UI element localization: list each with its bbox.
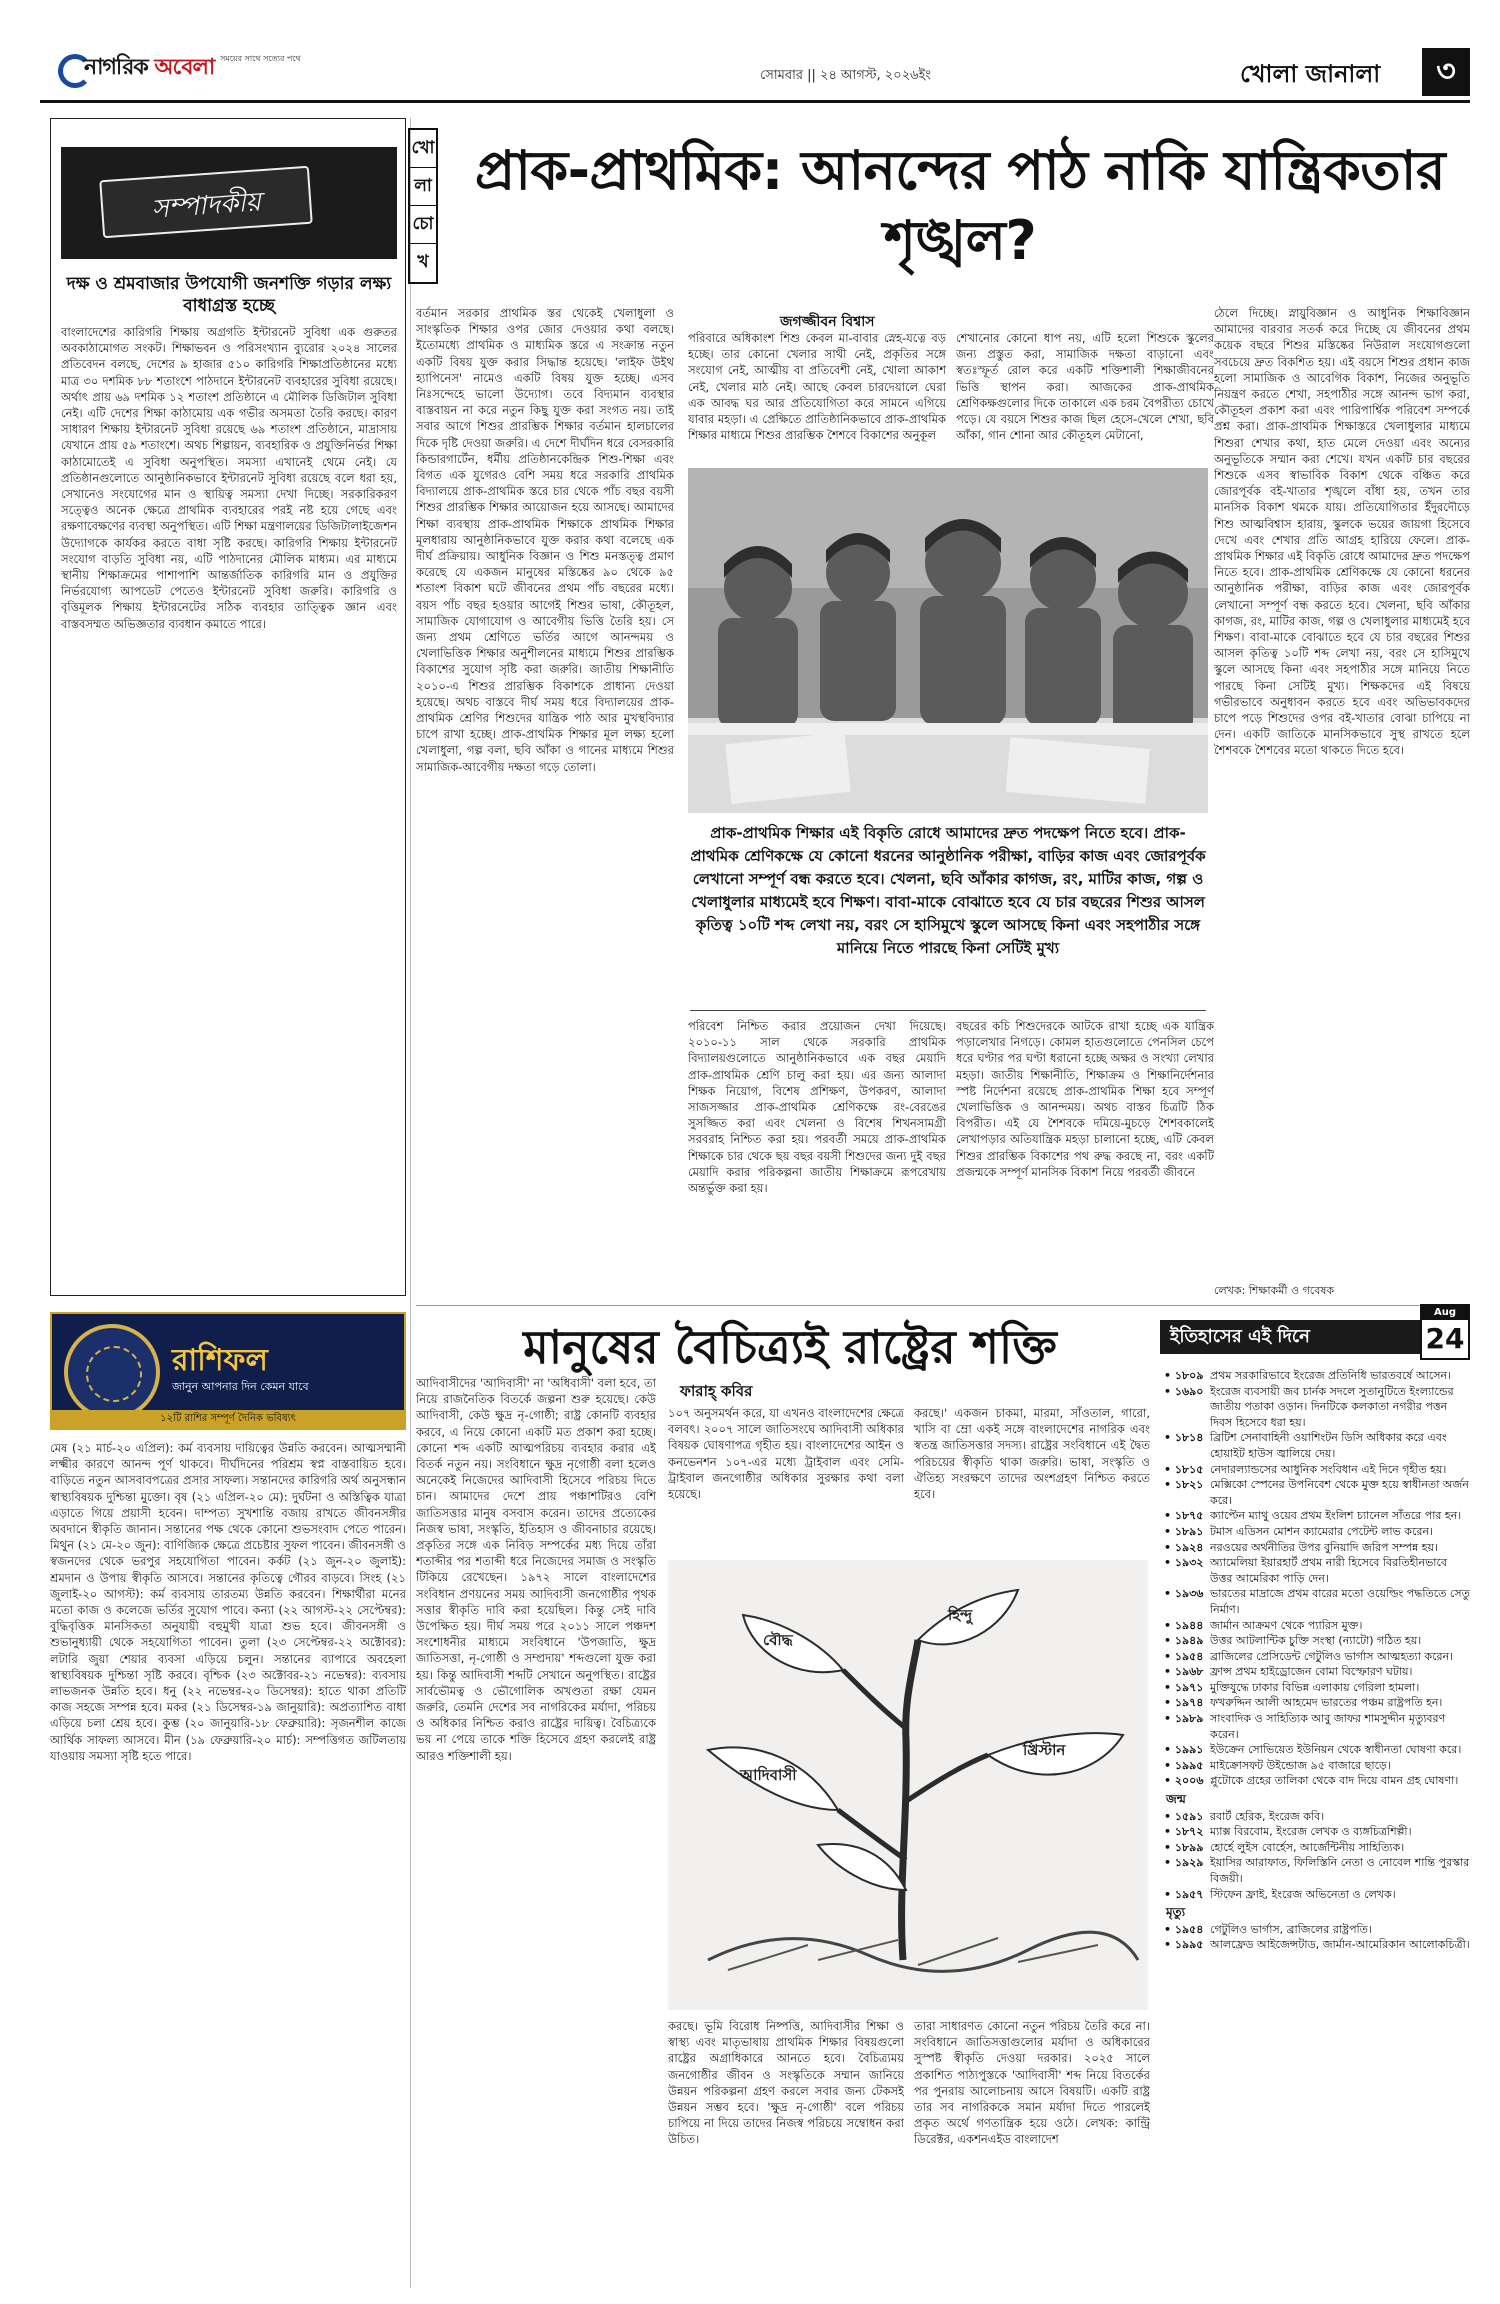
history-item	[1162, 1742, 1470, 1758]
history-item	[1162, 1384, 1470, 1431]
history-item	[1162, 1824, 1470, 1840]
history-item	[1162, 1680, 1470, 1696]
vertical-label-char: লা	[410, 168, 436, 206]
history-item	[1162, 1840, 1470, 1856]
history-text: মেক্সিকো স্পেনের উপনিবেশ থেকে মুক্ত হয়ে স্বাধীনতা অর্জন করে।	[1210, 1478, 1469, 1507]
second-column-1: আদিবাসীদের 'আদিবাসী' না 'অধিবাসী' বলা হবে, তা নিয়ে রাজনৈতিক বিতর্কে জল্পনা শুরু হয়েছে। কেউ আদিবাসী, কেউ ক্ষুদ্র নৃ-গোষ্ঠী; রাষ্ট্র কোনটি ব্যবহার করবে, এ নিয়ে কোনো একটি মত প্রকাশ করা হচ্ছে। কোনো শব্দ একটি আত্মপরিচয় ব্যবহার করার এই বিতর্ক নতুন নয়। সংবিধানে ক্ষুদ্র নৃগোষ্ঠী বলা হলেও অনেকেই নিজেদের আদিবাসী হিসেবে পরিচয় দিতে চান। আমাদের দেশে প্রায় পঞ্চাশটিরও বেশি জাতিসত্তার মানুষ বসবাস করেন। তাদের প্রত্যেকের নিজস্ব ভাষা, সংস্কৃতি, ইতিহাস ও জীবনাচার রয়েছে। প্রকৃতির সঙ্গে এক নিবিড় সম্পর্কের মধ্য দিয়ে তাঁরা শতাব্দীর পর শতাব্দী ধরে নিজেদের সমাজ ও সংস্কৃতি টিকিয়ে রেখেছেন। ১৯৭২ সালে বাংলাদেশের সংবিধান প্রণয়নের সময় আদিবাসী জনগোষ্ঠীর পৃথক সত্তার স্বীকৃতি দাবি করা হয়েছিল। কিন্তু সেই দাবি উপেক্ষিত হয়। দীর্ঘ সময় পরে ২০১১ সালে পঞ্চদশ সংশোধনীর মাধ্যমে সংবিধানে 'উপজাতি, ক্ষুদ্র জাতিসত্তা, নৃ-গোষ্ঠী ও সম্প্রদায়' শব্দগুলো যুক্ত করা হয়। কিন্তু আদিবাসী শব্দটি সেখানে অনুপস্থিত। রাষ্ট্রের সার্বভৌমত্ব ও ভৌগোলিক অখণ্ডতা রক্ষা যেমন জরুরি, তেমনি দেশের সব নাগরিকের মর্যাদা, পরিচয় ও অধিকার নিশ্চিত করাও রাষ্ট্রের দায়িত্ব। বৈচিত্র্যকে ভয় না পেয়ে তাকে শক্তি হিসেবে গ্রহণ করলেই রাষ্ট্র আরও শক্তিশালী হয়।	[416, 1376, 656, 1763]
history-text: রবার্ট হেরিক, ইংরেজ কবি।	[1210, 1809, 1325, 1823]
history-text: ক্যাপ্টেন ম্যাথু ওয়েব প্রথম ইংলিশ চ্যানেল সাঁতরে পার হন।	[1210, 1509, 1462, 1523]
history-item	[1162, 1508, 1470, 1524]
history-text: মুক্তিযুদ্ধে ঢাকার বিভিন্ন এলাকায় গেরিলা হামলা।	[1210, 1680, 1420, 1694]
classroom-photo-illustration	[688, 468, 1208, 813]
vertical-label-char: খ	[417, 252, 429, 272]
leaf-label: আদিবাসী	[740, 1766, 797, 1784]
page-number: ৩	[1422, 48, 1470, 96]
second-headline: মানুষের বৈচিত্র্যই রাষ্ট্রের শক্তি	[523, 1320, 1057, 1374]
history-item	[1162, 1618, 1470, 1634]
horoscope-subtitle: জানুন আপনার দিন কেমন যাবে	[172, 1380, 309, 1393]
history-item	[1162, 1649, 1470, 1665]
history-text: প্লুটোকে গ্রহের তালিকা থেকে বাদ দিয়ে বামন গ্রহ ঘোষণা।	[1210, 1774, 1459, 1788]
history-text: প্রথম সরকারিভাবে ইংরেজ প্রতিনিধি ভারতবর্ষে আসেন।	[1210, 1369, 1451, 1382]
history-year: • ১৯৩২	[1164, 1555, 1210, 1586]
history-text: মাইক্রোসফট উইন্ডোজ ৯৫ বাজারে ছাড়ে।	[1210, 1758, 1391, 1772]
history-list	[1162, 1368, 1470, 2288]
newspaper-logo	[58, 48, 218, 96]
pull-quote: প্রাক-প্রাথমিক শিক্ষার এই বিকৃতি রোধে আমাদের দ্রুত পদক্ষেপ নিতে হবে। প্রাক-প্রাথমিক শ্রেণিকক্ষে যে কোনো ধরনের আনুষ্ঠানিক পরীক্ষা, বাড়ির কাজ এবং জোরপূর্বক লেখানো সম্পূর্ণ বন্ধ করতে হবে। খেলনা, ছবি আঁকার কাগজ, রং, মাটির কাজ, গল্প ও খেলাধুলার মাধ্যমেই হবে শিক্ষণ। বাবা-মাকে বোঝাতে হবে যে চার বছরের শিশুর আসল কৃতিত্ব ১০টি শব্দ লেখা নয়, বরং সে হাসিমুখে স্কুলে আসছে কিনা এবং সহপাঠীর সঙ্গে মানিয়ে নিতে পারছে কিনা সেটিই মুখ্য	[690, 824, 1206, 957]
history-item	[1162, 1937, 1470, 1953]
history-text: ব্রাজিলের প্রেসিডেন্ট গেটুলিও ভার্গাস আত্মহত্যা করেন।	[1210, 1649, 1454, 1663]
history-text: ইংরেজ ব্যবসায়ী জব চার্নক সদলে সুতানুটিতে ইংল্যান্ডের জাতীয় পতাকা ওড়ান। দিনটিকে কলকাতা নগরীর পত্তন দিবস হিসেবে ধরা হয়।	[1210, 1384, 1454, 1429]
history-year: • ১৯৪৯	[1164, 1633, 1210, 1649]
history-year: • ১৯৯১	[1164, 1742, 1210, 1758]
plant-illustration-drawing	[668, 1560, 1148, 2010]
main-byline: জগজ্জীবন বিশ্বাস	[780, 314, 875, 330]
masthead	[40, 48, 1470, 98]
second-column-2b: করছে। ভূমি বিরোধ নিষ্পত্তি, আদিবাসীর শিক্ষা ও স্বাস্থ্য এবং মাতৃভাষায় প্রাথমিক শিক্ষার বিষয়গুলো রাষ্ট্রের অগ্রাধিকারে আনতে হবে। বৈচিত্র্যময় জনগোষ্ঠীর জীবন ও সংস্কৃতিকে সম্মান জানিয়ে উন্নয়ন পরিকল্পনা গ্রহণ করলে সবার জন্য টেকসই উন্নয়ন সম্ভব হবে। 'ক্ষুদ্র নৃ-গোষ্ঠী' বলে পরিচয় চাপিয়ে না দিয়ে তাদের নিজস্ব পরিচয়ে সম্বোধন করা উচিত।	[668, 2019, 904, 2147]
history-text: ফখরুদ্দিন আলী আহমেদ ভারতের পঞ্চম রাষ্ট্রপতি হন।	[1210, 1696, 1443, 1710]
main-column-3: শেখানোর কোনো ধাপ নয়, এটি হলো শিশুকে স্কুলের জন্য প্রস্তুত করা, সামাজিক দক্ষতা বাড়ানো এবং স্বতঃস্ফূর্ত রোল করে একটি শক্তিশালী শিক্ষাজীবনের ভিত্তি স্থাপন করা। আজকের প্রাক-প্রাথমিক শ্রেণিকক্ষগুলোর দিকে তাকালে এক চরম বৈপরীত্য চোখে পড়ে। যে বয়সে শিশুর কাজ ছিল হেসে-খেলে শেখা, ছবি আঁকা, গান শোনা আর কৌতূহল মেটানো,	[956, 331, 1214, 443]
history-text: নরওয়ের অর্থনীতির উপর বুনিয়াদি জরিপ সম্পন্ন হয়।	[1210, 1540, 1438, 1554]
section-title: খোলা জানালা	[1240, 60, 1381, 88]
history-title: ইতিহাসের এই দিনে	[1160, 1320, 1470, 1354]
logo-part1: নাগরিক	[84, 55, 148, 80]
plant-illustration	[668, 1560, 1148, 2010]
history-item	[1162, 1887, 1470, 1903]
column-rule	[410, 118, 411, 2288]
history-text: স্টিফেন ফ্রাই, ইংরেজ অভিনেতা ও লেখক।	[1210, 1887, 1396, 1901]
history-text: জার্মান আক্রমণ থেকে প্যারিস মুক্ত।	[1210, 1618, 1363, 1632]
second-column-2: ১০৭ অনুসমর্থন করে, যা এখনও বাংলাদেশের ক্ষেত্রে বলবৎ। ২০০৭ সালে জাতিসংঘে আদিবাসী অধিকার বিষয়ক ঘোষণাপত্র গৃহীত হয়। বাংলাদেশের আইন ও কনভেনশন ১০৭-এর মধ্যে ট্রাইবাল এবং সেমি-ট্রাইবাল জনগোষ্ঠীর অধিকার সুরক্ষার কথা বলা হয়েছে।	[668, 1406, 904, 1502]
history-year: • ১৯৪৪	[1164, 1618, 1210, 1634]
history-year: • ১৮৭৫	[1164, 1508, 1210, 1524]
history-month: Aug	[1422, 1306, 1468, 1320]
history-text: উত্তর আটলান্টিক চুক্তি সংস্থা (ন্যাটো) গঠিত হয়।	[1210, 1634, 1422, 1648]
history-text: হোর্হে লুইস বোর্হেস, আর্জেন্টিনীয় সাহিত্যিক।	[1210, 1840, 1405, 1854]
horoscope-body: মেষ (২১ মার্চ-২০ এপ্রিল): কর্ম ব্যবসায় দায়িত্বের উন্নতি করবেন। আত্মসম্মানী লক্ষ্মীর কারণে আনন্দ পূর্ণ থাকবে। দীর্ঘদিনের পরিশ্রম স্বপ্ন বাস্তবায়িত হবে। বাড়িতে নতুন আসবাবপত্রের প্রসার সাফল্য। সন্তানদের কারিগরি অর্থ অনুসন্ধান স্বাস্থ্যবিষয়ক দুশ্চিন্তা মুক্তো। বৃষ (২১ এপ্রিল-২০ মে): দুর্ঘটনা ও অস্তিত্বিক যাত্রা এড়াতে গিয়ে প্রয়াসী হবেন। দাম্পত্য সুখশান্তি বজায় রাখতে জীবনসঙ্গীর অবদানে স্বীকৃতি জানান। সন্তানের পক্ষ থেকে কোনো শুভসংবাদ পেতে পারেন। মিথুন (২১ মে-২০ জুন): বাণিজ্যিক ক্ষেত্রে প্রচেষ্টার সুফল পাবেন। জীবনসঙ্গী ও স্বজনদের থেকে ভরপুর সহযোগিতা পাবেন। কর্কট (২১ জুন-২০ জুলাই): শ্রমদান ও উপায় স্বীকৃতি আসবে। সন্তানের কৃতিত্বে গৌরব বাড়বে। সিংহ (২১ জুলাই-২০ আগস্ট): কর্ম ব্যবসায় তারতম্য উন্নতি করবেন। শিক্ষার্থীরা মনের মতো কাজ ও কলেজে ভর্তির সুযোগ পাবে। কন্যা (২২ আগস্ট-২২ সেপ্টেম্বর): বুদ্ধিবৃত্তিক মানসিকতা অনুযায়ী বহুমুখী যাত্রা শুভ হবে। জীবনসঙ্গী ও শুভানুধ্যায়ী থেকে সহযোগিতা পাবেন। তুলা (২৩ সেপ্টেম্বর-২২ অক্টোবর): লটারি জুয়া শেয়ার ব্যবসা এড়িয়ে চলুন। সন্তানের ব্যাপারে অবহেলা স্বাস্থ্যবিষয়ক দুশ্চিন্তা সৃষ্টি করবে। বৃশ্চিক (২৩ অক্টোবর-২১ নভেম্বর): ব্যবসায় লাভজনক উন্নতি হবে। ধনু (২২ নভেম্বর-২০ ডিসেম্বর): হাতে থাকা প্রতিটি কাজ সহজে সম্পন্ন হবে। মকর (২১ ডিসেম্বর-১৯ জানুয়ারি): অপ্রত্যাশিত বাধা এড়িয়ে চলা শ্রেয় হবে। কুম্ভ (২০ জানুয়ারি-১৮ ফেব্রুয়ারি): সৃজনশীল কাজে আর্থিক সাফল্য আসবে। মীন (১৯ ফেব্রুয়ারি-২০ মার্চ): সম্পত্তিগত জটিলতায় যাওয়ায় সমস্যা সৃষ্টি হতে পারে।	[50, 1441, 406, 1763]
writer-note: লেখক: শিক্ষাকর্মী ও গবেষক	[1214, 1284, 1335, 1297]
history-year: • ১৯৮৯	[1164, 1711, 1210, 1742]
issue-date: সোমবার || ২৪ আগস্ট, ২০২৬ইং	[760, 68, 931, 83]
history-year: • ১৯৫৪	[1164, 1649, 1210, 1665]
main-headline: প্রাক-প্রাথমিক: আনন্দের পাঠ নাকি যান্ত্রিকতার শৃঙ্খল?	[474, 139, 1446, 272]
editorial-body: বাংলাদেশের কারিগরি শিক্ষায় অগ্রগতি ইন্টারনেট সুবিধা এক গুরুতর অবকাঠামোগত সংকট। শিক্ষাভবন ও পরিসংখ্যান ব্যুরোর ২০২৪ সালের প্রতিবেদন বলছে, দেশের ৯ হাজার ৫১০ কারিগরি শিক্ষাপ্রতিষ্ঠানের মধ্যে মাত্র ৩০ দশমিক ৮৮ শতাংশে পাঠদানে ইন্টারনেট ব্যবহারের সুবিধা রয়েছে। অর্থাৎ প্রায় ৬৯ দশমিক ১২ শতাংশ প্রতিষ্ঠানে এ মৌলিক ডিজিটাল সুবিধা নেই। এটি দেশের শিক্ষা কাঠামোয় এক গভীর অসমতা তৈরি করছে। কারণ সাধারণ শিক্ষায় ইন্টারনেট সুবিধা রয়েছে ৬৯ শতাংশ প্রতিষ্ঠানে, মাদ্রাসায় যেখানে প্রায় ৫৯ শতাংশে। অথচ শিল্পায়ন, ব্যবহারিক ও প্রযুক্তিনির্ভর শিক্ষা কাঠামোতেই এ সুবিধা অনুপস্থিত। সমস্যা এখানেই থেমে নেই। যে প্রতিষ্ঠানগুলোতে আনুষ্ঠানিকভাবে ইন্টারনেট সুবিধা রয়েছে বলে ধরা হয়, সেখানেও সংযোগের মান ও স্থায়িত্ব সমস্যা দেখা দিচ্ছে। সরকারিকরণ সত্ত্বেও অনেক ক্ষেত্রে প্রাথমিক ব্যবহারের পরই নষ্ট হয়ে গেছে এবং রক্ষণাবেক্ষণের ব্যবস্থা অনুপস্থিত। এটি শিক্ষা মন্ত্রণালয়ের ডিজিটালাইজেশন উদ্যোগকে কার্যকর করতে বাধা সৃষ্টি করছে। কারিগরি শিক্ষায় ইন্টারনেট সংযোগ বাড়তি সুবিধা নয়, এটি পাঠদানের মৌলিক মাধ্যম। এর মাধ্যমে স্থানীয় শিক্ষাক্রমের পাশাপাশি আন্তর্জাতিক কারিগরি মান ও প্রযুক্তির নির্ভরযোগ্য আপডেট পেতেও ইন্টারনেট সুবিধা জরুরি। কারিগরি ও বৃত্তিমূলক শিক্ষায় ইন্টারনেটের সঠিক ব্যবহার তাত্ত্বিক জ্ঞান এবং বাস্তবসম্মত অভিজ্ঞতার ব্যবধান কমাতে পারে।	[61, 325, 397, 631]
history-item	[1162, 1633, 1470, 1649]
history-item	[1162, 1711, 1470, 1742]
history-item	[1162, 1477, 1470, 1508]
history-year: • ১৮১৫	[1164, 1462, 1210, 1478]
vertical-label-char: চো	[410, 206, 436, 244]
second-byline: ফারাহ্ কবির	[680, 1382, 753, 1400]
history-year: • ১৯৭৪	[1164, 1695, 1210, 1711]
history-text: টমাস এডিসন মোশন ক্যামেরার পেটেন্ট লাভ করেন।	[1210, 1524, 1433, 1538]
quote-rule	[690, 1010, 1206, 1011]
header-rule	[40, 100, 1470, 103]
history-year: • ১৯৭১	[1164, 1680, 1210, 1696]
history-text: অ্যামেলিয়া ইয়ারহার্ট প্রথম নারী হিসেবে বিরতিহীনভাবে উত্তর আমেরিকা পাড়ি দেন।	[1210, 1556, 1448, 1585]
second-column-3b: তারা সাধারণত কোনো নতুন পরিচয় তৈরি করে না। সংবিধানে জাতিসত্তাগুলোর মর্যাদা ও অধিকারের সুস্পষ্ট স্বীকৃতি দেওয়া দরকার। ২০২৫ সালে প্রকাশিত পাঠ্যপুস্তকে 'আদিবাসী' শব্দ নিয়ে বিতর্কের পর পুনরায় আলোচনায় আসে বিষয়টি। একটি রাষ্ট্র তার সব নাগরিককে সমান মর্যাদা দিতে পারলেই প্রকৃত অর্থে গণতান্ত্রিক হয়ে ওঠে। লেখক: কান্ট্রি ডিরেক্টর, একশনএইড বাংলাদেশ	[914, 2019, 1150, 2147]
history-year: • ১৮৭২	[1164, 1824, 1210, 1840]
history-year: • ২০০৬	[1164, 1773, 1210, 1789]
editorial-banner-text: সম্পাদকীয়	[150, 187, 262, 225]
history-year: • ১৮৯৯	[1164, 1840, 1210, 1856]
history-text: ব্রিটিশ সেনাবাহিনী ওয়াশিংটন ডিসি অধিকার করে এবং হোয়াইট হাউস জ্বালিয়ে দেয়।	[1210, 1431, 1447, 1460]
classroom-photo	[688, 468, 1208, 813]
history-text: গেটুলিও ভার্গাস, ব্রাজিলের রাষ্ট্রপতি।	[1210, 1922, 1372, 1936]
zodiac-wheel-icon	[64, 1324, 160, 1420]
history-item	[1162, 1586, 1470, 1617]
editorial-box	[50, 118, 406, 1296]
history-text: ম্যাক্স বিরবোম, ইংরেজ লেখক ও ব্যঙ্গচিত্রশিল্পী।	[1210, 1825, 1412, 1839]
history-year: • ১৯৫৪	[1164, 1922, 1210, 1938]
history-year: • ১৬৯০	[1164, 1384, 1210, 1431]
history-date-badge	[1420, 1304, 1470, 1360]
history-subheading: মৃত্যু	[1166, 1905, 1186, 1920]
main-column-2b: পরিবেশ নিশ্চিত করার প্রয়োজন দেখা দিয়েছে। ২০১০-১১ সাল থেকে সরকারি প্রাথমিক বিদ্যালয়গুলোতে আনুষ্ঠানিকভাবে এক বছর মেয়াদি প্রাক-প্রাথমিক শ্রেণি চালু করা হয়। এর জন্য আলাদা শিক্ষক নিয়োগ, বিশেষ প্রশিক্ষণ, উপকরণ, আলাদা সাজসজ্জার প্রাক-প্রাথমিক শ্রেণিকক্ষে রং-বেরঙের সুসজ্জিত করা এবং খেলনা ও বিশেষ শিখনসামগ্রী সরবরাহ নিশ্চিত করা হয়। পরবর্তী সময়ে প্রাক-প্রাথমিক শিক্ষাকে চার থেকে ছয় বছর বয়সী শিশুদের জন্য দুই বছর মেয়াদি করার পরিকল্পনা জাতীয় শিক্ষাক্রমে রূপরেখায় অন্তর্ভুক্ত করা হয়।	[688, 1019, 946, 1196]
history-item	[1162, 1462, 1470, 1478]
editorial-sign	[99, 166, 313, 239]
history-year: • ১৯৯৫	[1164, 1758, 1210, 1774]
history-year: • ১৯৯৫	[1164, 1937, 1210, 1953]
story-divider	[416, 1305, 1470, 1306]
history-text: নেদারল্যান্ডসের আধুনিক সংবিধান এই দিনে গৃহীত হয়।	[1210, 1462, 1447, 1476]
history-year: • ১৮১৪	[1164, 1430, 1210, 1461]
history-item	[1162, 1695, 1470, 1711]
history-text: আলফ্রেড আইজেন্সটাড, জার্মান-আমেরিকান আলোকচিত্রী।	[1210, 1938, 1470, 1952]
history-year: • ১৯৬৮	[1164, 1664, 1210, 1680]
vertical-label	[408, 128, 438, 284]
main-column-1: বর্তমান সরকার প্রাথমিক স্তর থেকেই খেলাধুলা ও সাংস্কৃতিক শিক্ষার ওপর জোর দেওয়ার কথা বলছে। ইতোমধ্যে প্রাথমিক ও মাধ্যমিক স্তরে এ সংক্রান্ত নতুন একটি বিষয় যুক্ত করার সিদ্ধান্ত হয়েছে। 'লাইফ উইথ হ্যাপিনেস' নামেও একটি বিষয় যুক্ত হচ্ছে। এসব নিঃসন্দেহে ভালো উদ্যোগ। তবে বিদ্যমান ব্যবস্থার বাস্তবায়ন না করে নতুন কিছু যুক্ত করা সংগত নয়। তাই সবার আগে শিশুর প্রারম্ভিক শিক্ষার বর্তমান হালচালের দিকে দৃষ্টি দেওয়া জরুরি। এ দেশে দীর্ঘদিন ধরে বেসরকারি কিন্ডারগার্টেন, ধর্মীয় প্রতিষ্ঠানকেন্দ্রিক শিশু-শিক্ষা এবং বিগত এক যুগেরও বেশি সময় ধরে সরকারি প্রাথমিক বিদ্যালয়ে প্রাক-প্রাথমিক স্তরে চার থেকে পাঁচ বছর বয়সী শিশুর প্রারম্ভিক শিক্ষার আয়োজন হয়ে আসছে। আমাদের শিক্ষা ব্যবস্থায় প্রাক-প্রাথমিক শিক্ষাকে প্রাথমিক শিক্ষার মূলধারায় আনুষ্ঠানিকভাবে যুক্ত করার কথা বলেছে এক দীর্ঘ প্রক্রিয়ায়। আধুনিক বিজ্ঞান ও শিশু মনস্তত্ত্ব প্রমাণ করেছে যে একজন মানুষের মস্তিষ্কের ৯০ থেকে ৯৫ শতাংশ বিকাশ ঘটে জীবনের প্রথম পাঁচ বছরের মধ্যে। বয়স পাঁচ বছর হওয়ার আগেই শিশুর ভাষা, কৌতূহল, সামাজিক যোগাযোগ ও আবেগীয় ভিত্তি তৈরি হয়। সে জন্য প্রথম শ্রেণিতে ভর্তির আগে আনন্দময় ও খেলাভিত্তিক শিক্ষার অনুশীলনের মাধ্যমে শিশুর প্রারম্ভিক বিকাশের সুযোগ সৃষ্টি করা জরুরি। জাতীয় শিক্ষানীতি ২০১০-এ শিশুর প্রারম্ভিক বিকাশকে প্রাধান্য দেওয়া হয়েছে। অথচ বাস্তবে দীর্ঘ সময় ধরে বিদ্যালয়ের প্রাক-প্রাথমিক শ্রেণির শিশুদের যান্ত্রিক পাঠ আর মুখস্থবিদ্যার চাপে রাখা হচ্ছে। প্রাক-প্রাথমিক শিক্ষার মূল লক্ষ্য হলো খেলাধুলা, গল্প বলা, ছবি আঁকা ও গানের মাধ্যমে শিশুর সামাজিক-আবেগীয় দক্ষতা গড়ে তোলা।	[416, 306, 674, 774]
editorial-banner	[61, 147, 397, 259]
history-day: 24	[1425, 1322, 1465, 1355]
history-item	[1162, 1758, 1470, 1774]
history-item	[1162, 1664, 1470, 1680]
history-item	[1162, 1773, 1470, 1789]
history-item	[1162, 1555, 1470, 1586]
history-text: ভারতের মাদ্রাজে প্রথম বারের মতো ওয়েল্ডিং পদ্ধতিতে সেতু নির্মাণ।	[1210, 1587, 1470, 1616]
history-item	[1162, 1430, 1470, 1461]
history-year: • ১৫৯১	[1164, 1809, 1210, 1825]
history-year: • ১৮২১	[1164, 1477, 1210, 1508]
leaf-label: বৌদ্ধ	[763, 1631, 793, 1649]
history-item	[1162, 1855, 1470, 1886]
logo-part2: অবেলা	[154, 55, 215, 80]
horoscope-footer: ১২টি রাশির সম্পূর্ণ দৈনিক ভবিষ্যৎ	[52, 1410, 404, 1428]
history-year: • ১৯৩৬	[1164, 1586, 1210, 1617]
second-column-3: করছে।' একজন চাকমা, মারমা, সাঁওতাল, গারো, খাসি বা ম্রো একই সঙ্গে বাংলাদেশের নাগরিক এবং স্বতন্ত্র জাতিসত্তার সদস্য। রাষ্ট্রের সংবিধানে এই দ্বৈত পরিচয়ের স্বীকৃতি থাকা জরুরি। ভাষা, সংস্কৃতি ও ঐতিহ্য সংরক্ষণে তাদের অংশগ্রহণ নিশ্চিত করতে হবে।	[914, 1406, 1150, 1502]
history-item	[1162, 1524, 1470, 1540]
history-item	[1162, 1540, 1470, 1556]
history-item	[1162, 1368, 1470, 1384]
history-year: • ১৮০৯	[1164, 1368, 1210, 1384]
main-column-3b: বছরের কচি শিশুদেরকে আটকে রাখা হচ্ছে এক যান্ত্রিক পড়ালেখার নিগড়ে। কোমল হাতগুলোতে পেনসিল চেপে ধরে ঘণ্টার পর ঘণ্টা ধরানো হচ্ছে অক্ষর ও সংখ্যা লেখার মহড়া। জাতীয় শিক্ষানীতি, শিক্ষাক্রম ও শিক্ষানির্দেশনার স্পষ্ট নির্দেশনা রয়েছে প্রাক-প্রাথমিক শিক্ষা হবে সম্পূর্ণ খেলাভিত্তিক ও আনন্দময়। অথচ বাস্তব চিত্রটি ঠিক বিপরীত। এই যে শৈশবকে দমিয়ে-মুচড়ে শৈশবকালেই লেখাপড়ার অতিযান্ত্রিক মহড়া চালানো হচ্ছে, এটি কেবল শিশুর প্রারম্ভিক বিকাশের পথ রুদ্ধ করছে না, বরং একটি প্রজন্মকে সম্পূর্ণ মানসিক বিকাশ নিয়ে পরবর্তী জীবনে	[956, 1019, 1214, 1179]
history-item	[1162, 1809, 1470, 1825]
history-year: • ১৯২৪	[1164, 1540, 1210, 1556]
history-text: ইয়াসির আরাফাত, ফিলিস্তিনি নেতা ও নোবেল শান্তি পুরস্কার বিজয়ী।	[1210, 1856, 1470, 1885]
history-text: ইউক্রেন সোভিয়েত ইউনিয়ন থেকে স্বাধীনতা ঘোষণা করে।	[1210, 1743, 1462, 1757]
history-year: • ১৮৯১	[1164, 1524, 1210, 1540]
leaf-label: হিন্দু	[948, 1606, 973, 1624]
history-item	[1162, 1922, 1470, 1938]
history-year: • ১৯৫৭	[1164, 1887, 1210, 1903]
main-column-4: ঠেলে দিচ্ছে। স্নায়ুবিজ্ঞান ও আধুনিক শিক্ষাবিজ্ঞান আমাদের বারবার সতর্ক করে দিচ্ছে যে জীবনের প্রথম কয়েক বছরে শিশুর মস্তিষ্কের নিউরাল সংযোগগুলো সবচেয়ে দ্রুত বিকশিত হয়। এই বয়সে শিশুর প্রধান কাজ হলো সামাজিক ও আবেগিক বিকাশ, নিজের অনুভূতি নিয়ন্ত্রণ করতে শেখা, সহপাঠীর সঙ্গে আনন্দ ভাগ করা, কৌতূহল প্রকাশ করা এবং পারিপার্শ্বিক পরিবেশ সম্পর্কে প্রশ্ন করা। প্রাক-প্রাথমিক শিক্ষাস্তরে খেলাধুলার মাধ্যমে শিশুরা শেখার কথা, হাত মেলে দেওয়া এবং অন্যের অনুভূতিকে সম্মান করা শেখে। যখন একটি চার বছরের শিশুকে এসব স্বাভাবিক বিকাশ থেকে বঞ্চিত করে জোরপূর্বক বই-খাতার শৃঙ্খলে বাঁধা হয়, তখন তার মানসিক বিকাশ থমকে যায়। প্রতিযোগিতার ইঁদুরদৌড়ে শিশু আত্মবিশ্বাস হারায়, স্কুলকে ভয়ের জায়গা হিসেবে দেখে এবং শেখার প্রতি আগ্রহ হারিয়ে ফেলে। প্রাক-প্রাথমিক শিক্ষার এই বিকৃতি রোধে আমাদের দ্রুত পদক্ষেপ নিতে হবে। প্রাক-প্রাথমিক শ্রেণিকক্ষে যে কোনো ধরনের আনুষ্ঠানিক পরীক্ষা, বাড়ির কাজ এবং জোরপূর্বক লেখানো সম্পূর্ণ বন্ধ করতে হবে। খেলনা, ছবি আঁকার কাগজ, রং, মাটির কাজ, গল্প ও খেলাধুলার মাধ্যমেই হবে শিক্ষণ। বাবা-মাকে বোঝাতে হবে যে চার বছরের শিশুর আসল কৃতিত্ব ১০টি শব্দ লেখা নয়, বরং সে হাসিমুখে স্কুলে আসছে কিনা এবং সহপাঠীর সঙ্গে মানিয়ে নিতে পারছে কিনা সেটিই মুখ্য। শিক্ষকদের এই বিষয়ে গভীরভাবে অনুধাবন করতে হবে এবং অভিভাবকদের চাপে পড়ে শিশুদের ওপর বই-খাতার বোঝা চাপিয়ে না দেন। একটি জাতিকে মানসিকভাবে সুস্থ রাখতে হলে শৈশবকে শৈশবের মতো থাকতে দিতে হবে।	[1214, 306, 1470, 758]
editorial-headline: দক্ষ ও শ্রমবাজার উপযোগী জনশক্তি গড়ার লক্ষ্য বাধাগ্রস্ত হচ্ছে	[66, 274, 392, 316]
main-column-2: পরিবারে অধিকাংশ শিশু কেবল মা-বাবার স্নেহ-যত্নে বড় হচ্ছে। তার কোনো খেলার সাথী নেই, প্রকৃতির সঙ্গে সংযোগ নেই, আত্মীয় বা প্রতিবেশী নেই, খোলা আকাশ নেই, খেলার মাঠ নেই। আছে কেবল চারদেয়ালে ঘেরা এক আবদ্ধ ঘর আর প্রতিযোগিতা করে সামনে এগিয়ে যাবার মহড়া। এ প্রেক্ষিতে প্রাতিষ্ঠানিকভাবে প্রাক-প্রাথমিক শিক্ষার মাধ্যমে শিশুর প্রারম্ভিক শৈশবে বিকাশের অনুকূল	[688, 331, 946, 443]
history-subheading: জন্ম	[1166, 1792, 1186, 1807]
tagline: সময়ের সাথে সত্যের পথে	[220, 54, 301, 63]
leaf-label: খ্রিস্টান	[1023, 1741, 1066, 1759]
horoscope-banner	[50, 1312, 406, 1430]
history-text: সাংবাদিক ও সাহিত্যিক আবু জাফর শামসুদ্দীন মৃত্যুবরণ করেন।	[1210, 1712, 1446, 1741]
vertical-label-char: খো	[410, 130, 436, 168]
horoscope-title: রাশিফল	[172, 1343, 268, 1378]
history-year: • ১৯২৯	[1164, 1855, 1210, 1886]
history-text: ফ্রান্স প্রথম হাইড্রোজেন বোমা বিস্ফোরণ ঘটায়।	[1210, 1665, 1413, 1679]
